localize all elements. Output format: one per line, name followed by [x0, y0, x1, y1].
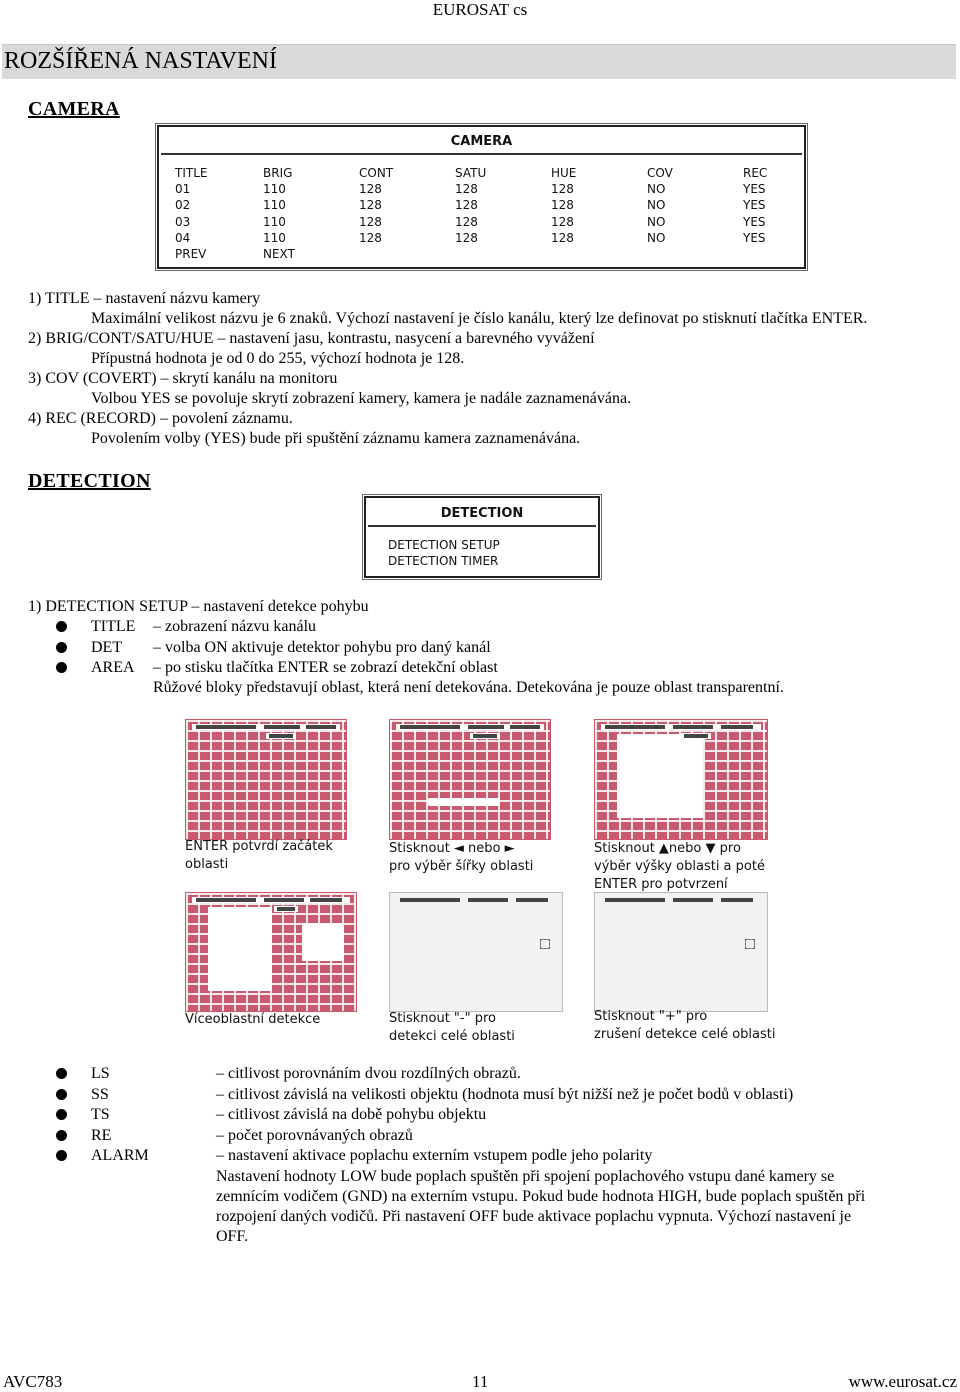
- detection-timer-item: DETECTION TIMER: [388, 554, 499, 568]
- next-label: NEXT: [263, 247, 295, 262]
- caption-line: ENTER pro potvrzení: [594, 877, 728, 892]
- table-cell: 110: [263, 198, 286, 213]
- camera-item-3: 3) COV (COVERT) – skrytí kanálu na monitoru: [28, 370, 338, 387]
- detection-osd-title: DETECTION: [440, 506, 524, 521]
- table-cell: NO: [647, 214, 666, 229]
- bullet-icon: [56, 642, 67, 653]
- table-header: CONT: [359, 166, 394, 180]
- caption-line: oblasti: [185, 857, 229, 872]
- caption-line: Stisknout "+" pro: [594, 1009, 708, 1024]
- alarm-note-line: Nastavení hodnoty LOW bude poplach spuštěn při spojení poplachového vstupu dané kamery se: [216, 1168, 835, 1185]
- bullet-icon: [56, 621, 67, 632]
- camera-item-1: 1) TITLE – nastavení názvu kamery: [28, 290, 261, 307]
- table-header: SATU: [455, 166, 487, 180]
- alarm-note-line: OFF.: [216, 1228, 249, 1245]
- area-note: Růžové bloky představují oblast, která není detekována. Detekována je pouze oblast transparentní.: [153, 679, 784, 696]
- detection-grid-screenshot: [185, 892, 357, 1012]
- table-cell: 110: [263, 182, 286, 197]
- selected-area: [208, 907, 272, 991]
- camera-osd-table: [175, 165, 803, 262]
- bullet-icon: [56, 1089, 67, 1100]
- caption-line: pro výběr šířky oblasti: [389, 859, 534, 874]
- table-cell: 128: [455, 230, 478, 245]
- table-header: COV: [647, 166, 673, 180]
- table-cell: 03: [175, 214, 191, 229]
- caption-2: [389, 840, 533, 876]
- table-cell: 128: [551, 230, 574, 245]
- camera-osd-panel: [157, 125, 806, 269]
- param-desc-ss: – citlivost závislá na velikosti objektu (hodnota musí být nižší než je počet bodů v oblasti): [216, 1086, 794, 1103]
- table-cell: 110: [263, 230, 286, 245]
- footer-page-number: 11: [472, 1372, 489, 1391]
- param-desc-ls: – citlivost porovnáním dvou rozdílných obrazů.: [216, 1065, 521, 1082]
- detection-grid-screenshot: [185, 719, 347, 840]
- cursor-icon: [540, 939, 550, 949]
- table-cell: 128: [359, 230, 382, 245]
- caption-line: Stisknout ◄ nebo ►: [389, 841, 515, 856]
- param-term-ss: SS: [91, 1086, 109, 1103]
- param-term-re: RE: [91, 1127, 112, 1144]
- section-title: ROZŠÍŘENÁ NASTAVENÍ: [4, 48, 277, 74]
- table-cell: NO: [647, 198, 666, 213]
- param-desc-ts: – citlivost závislá na době pohybu objektu: [216, 1106, 487, 1123]
- detection-setup-item: DETECTION SETUP: [388, 538, 500, 552]
- param-term-alarm: ALARM: [91, 1147, 149, 1164]
- bullet-term-area: AREA: [91, 659, 135, 676]
- bullet-icon: [56, 1109, 67, 1120]
- bullet-desc-area: – po stisku tlačítka ENTER se zobrazí detekční oblast: [153, 659, 498, 676]
- detection-grid-screenshot: [594, 719, 768, 840]
- caption-line: Stisknout "-" pro: [389, 1011, 496, 1026]
- camera-item-4-desc: Povolením volby (YES) bude při spuštění záznamu kamera zaznamenávána.: [91, 430, 581, 447]
- camera-heading: CAMERA: [28, 98, 120, 120]
- table-cell: 128: [455, 198, 478, 213]
- table-cell: 128: [359, 198, 382, 213]
- alarm-note-line: zemnícím vodičem (GND) na externím vstupu. Pokud bude hodnota HIGH, bude poplach spuštěn při: [216, 1188, 866, 1205]
- bullet-desc-title: – zobrazení názvu kanálu: [153, 618, 317, 635]
- table-cell: 01: [175, 182, 191, 197]
- selected-area: [302, 923, 344, 961]
- table-cell: YES: [743, 182, 766, 197]
- selection-bar: [428, 798, 500, 806]
- bullet-term-det: DET: [91, 639, 123, 656]
- camera-osd-title: CAMERA: [450, 134, 513, 149]
- table-header: REC: [743, 166, 768, 180]
- bullet-icon: [56, 662, 67, 673]
- table-cell: 128: [359, 214, 382, 229]
- param-desc-alarm: – nastavení aktivace poplachu externím vstupem podle jeho polarity: [216, 1147, 653, 1164]
- camera-item-1-desc: Maximální velikost názvu je 6 znaků. Výchozí nastavení je číslo kanálu, který lze definovat po stisknutí tlačítka ENTER.: [91, 310, 868, 327]
- footer-website: www.eurosat.cz: [848, 1372, 957, 1391]
- caption-6: [594, 1008, 775, 1044]
- table-cell: YES: [743, 230, 766, 245]
- camera-item-4: 4) REC (RECORD) – povolení záznamu.: [28, 410, 293, 427]
- table-cell: 128: [551, 214, 574, 229]
- alarm-note-line: rozpojení daných vodičů. Při nastavení OFF bude aktivace poplachu vypnuta. Výchozí nastavení je: [216, 1208, 852, 1225]
- detection-blank-screenshot: [594, 892, 768, 1012]
- camera-item-2: 2) BRIG/CONT/SATU/HUE – nastavení jasu, kontrastu, nasycení a barevného vyvážení: [28, 330, 595, 347]
- table-cell: 02: [175, 198, 191, 213]
- table-cell: 110: [263, 214, 286, 229]
- caption-line: ENTER potvrdí začátek: [185, 839, 333, 854]
- table-cell: 128: [551, 198, 574, 213]
- bullet-icon: [56, 1150, 67, 1161]
- param-desc-re: – počet porovnávaných obrazů: [216, 1127, 413, 1144]
- table-header: HUE: [551, 166, 577, 180]
- prev-label: PREV: [175, 247, 207, 262]
- footer-model: AVC783: [3, 1372, 63, 1391]
- caption-4: [185, 1011, 320, 1029]
- caption-line: zrušení detekce celé oblasti: [594, 1027, 776, 1042]
- cursor-icon: [745, 939, 755, 949]
- detection-setup-intro: 1) DETECTION SETUP – nastavení detekce pohybu: [28, 598, 369, 615]
- osd-divider: [368, 525, 596, 527]
- bullet-desc-det: – volba ON aktivuje detektor pohybu pro daný kanál: [153, 639, 491, 656]
- caption-1: [185, 838, 333, 874]
- table-cell: 128: [551, 182, 574, 197]
- table-cell: 128: [455, 214, 478, 229]
- camera-item-2-desc: Přípustná hodnota je od 0 do 255, výchozí hodnota je 128.: [91, 350, 465, 367]
- table-header: TITLE: [175, 166, 208, 180]
- caption-5: [389, 1010, 515, 1046]
- table-cell: YES: [743, 198, 766, 213]
- detection-blank-screenshot: [389, 892, 563, 1012]
- table-cell: NO: [647, 230, 666, 245]
- detection-heading: DETECTION: [28, 470, 151, 492]
- param-term-ls: LS: [91, 1065, 110, 1082]
- table-cell: YES: [743, 214, 766, 229]
- camera-item-3-desc: Volbou YES se povoluje skrytí zobrazení kamery, kamera je nadále zaznamenávána.: [91, 390, 632, 407]
- caption-line: výběr výšky oblasti a poté: [594, 859, 765, 874]
- header-brand: EUROSAT cs: [432, 0, 528, 19]
- param-term-ts: TS: [91, 1106, 110, 1123]
- detection-grid-screenshot: [389, 719, 551, 840]
- osd-divider: [161, 153, 802, 155]
- caption-line: Stisknout ▲nebo ▼ pro: [594, 841, 741, 856]
- table-cell: 128: [455, 182, 478, 197]
- table-cell: NO: [647, 182, 666, 197]
- bullet-icon: [56, 1130, 67, 1141]
- caption-line: Víceoblastní detekce: [185, 1012, 321, 1027]
- caption-3: [594, 840, 765, 894]
- bullet-term-title: TITLE: [91, 618, 136, 635]
- caption-line: detekci celé oblasti: [389, 1029, 515, 1044]
- table-cell: 128: [359, 182, 382, 197]
- bullet-icon: [56, 1068, 67, 1079]
- detection-osd-panel: [364, 496, 600, 578]
- table-header: BRIG: [263, 166, 293, 180]
- table-cell: 04: [175, 230, 191, 245]
- selected-area: [617, 734, 703, 818]
